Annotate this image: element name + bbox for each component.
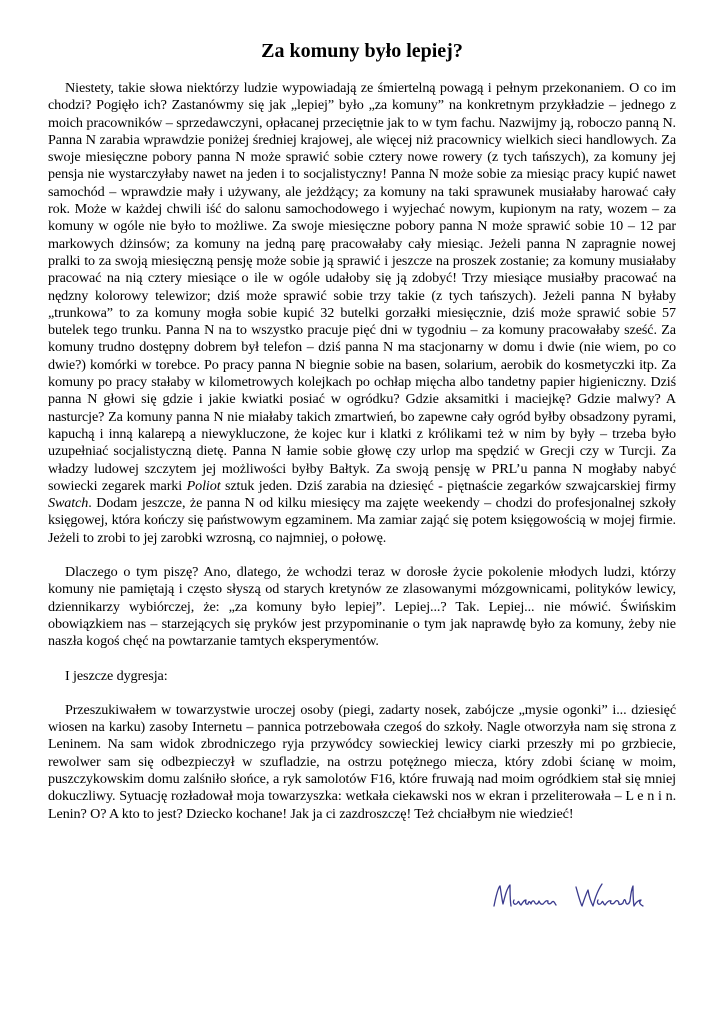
paragraph-3: I jeszcze dygresja: [65,667,168,684]
paragraph-1-part-a: Niestety, takie słowa niektórzy ludzie wypowiadają ze śmiertelną powagą i pełnym przekonaniem. O co im chodzi? Pogięło ich? Zastanówmy się jak „lepiej” było „za komuny” na konkretnym przykładzie – jednego z moich pracowników – sprzedawczyni, opłacanej przeciętnie jak to w tym fachu. Nazwijmy ją, roboczo panną N. Panna N zarabia wprawdzie poniżej średniej krajowej, ale więcej niż pracownicy wielkich sieci handlowych. Za swoje miesięczne pobory panna N może sprawić sobie cztery nowe rowery (z tych tańszych), za komuny jej pensja nie wystarczyłaby nawet na jeden i to socjalistyczny! Panna N może sobie za miesiąc pracy kupić nawet samochód – wprawdzie mały i używany, ale jeżdżący; za komuny na taki sprawunek musiałaby harować cały rok. Może w każdej chwili iść do salonu samochodowego i wyjechać nowym, kupionym na raty, wozem – za komuny w ogóle nie było to możliwe. Za swoje miesięczne pobory panna N może sprawić sobie 10 – 12 par markowych dżinsów; za komuny na jedną parę pracowałaby cały miesiąc. Jeżeli panna N zapragnie nowej pralki to za swoją miesięczną pensję może sobie ją sprawić i jeszcze na proszek zostanie; za komuny musiałaby pracować na nią cztery miesiące o ile w ogóle udałoby się ją zdobyć! Trzy miesiące musiałby pracować na nędzny kolorowy telewizor; dziś może sprawić sobie trzy takie (z tych tańszych). Jeżeli panna N byłaby „trunkowa” to za komuny mogła sobie kupić 32 butelki gorzałki miesięcznie, dziś może sprawić sobie 57 butelek tego trunku. Panna N na to wszystko pracuje pięć dni w tygodniu – za komuny pracowałaby sześć. Za komuny trudno dostępny dobrem był telefon – dziś panna N ma stacjonarny w domu i dwie (nie wiem, po co dwie?) komórki w torebce. Po pracy panna N biegnie sobie na basen, solarium, aerobik do kosmetyczki itp. Za komuny po pracy stałaby w kilometrowych kolejkach po ochłap mięcha albo tandetny papier higieniczny. Dziś panna N głowi się gdzie i jakie kwiatki posiać w ogródku? Gdzie aksamitki i maciejkę? Gdzie malwy? A nasturcje? Za komuny panna N nie miałaby takich zmartwień, bo zapewne cały ogród byłby obsadzony pyrami, kapuchą i inną kalarepą a niewykluczone, że kojec kur i klatki z królikami też w nim by były – trzeba było uzupełniać socjalistyczną dietę. Panna N łamie sobie głowę czy urlop ma spędzić w Grecji czy w Turcji. Za władzy ludowej szczytem jej możliwości byłby Bałtyk. Za swoją pensję w PRL’u panna N mogłaby nabyć sowiecki zegarek marki [48,80,676,494]
paragraph-1-part-b: sztuk jeden. Dziś zarabia na dziesięć - piętnaście zegarków szwajcarskiej firmy [220,477,676,494]
page-title: Za komuny było lepiej? [261,40,463,62]
handwritten-signature [488,878,656,914]
paragraph-spacer [48,651,676,668]
paragraph-1-part-c: . Dodam jeszcze, że panna N od kilku miesięcy ma zajęte weekendy – chodzi do profesjonalnej szkoły księgowej, która kończy się państwowym egzaminem. Ma zamiar zająć się potem księgowością w mojej firmie. Jeżeli to zrobi to jej zarobki wzrosną, co najmniej, o połowę. [48,495,676,546]
swatch-brand: Swatch [48,495,89,512]
paragraph-2: Dlaczego o tym piszę? Ano, dlatego, że wchodzi teraz w dorosłe życie pokolenie młodych ludzi, którzy komuny nie pamiętają i często słyszą od starych kretynów ze zlasowanymi mózgownicami, polityków lewicy, dziennikarzy wybiórczej, że: „za komuny było lepiej”. Lepiej...? Tak. Lepiej... nie mówić. Świńskim obowiązkiem nas – starzejących się pryków jest przypominanie o tym jak naprawdę było za komuny, żeby nie naszła kogoś chęć na powtarzanie tamtych eksperymentów. [48,564,676,650]
paragraph-4: Przeszukiwałem w towarzystwie uroczej osoby (piegi, zadarty nosek, zabójcze „mysie ogonki” i... dziesięć wiosen na karku) zasoby Internetu – pannica potrzebowała czegoś do szkoły. Nagle otworzyła nam się strona z Leninem. Na sam widok zbrodniczego ryja przywódcy sowieckiej lewicy ciarki przeszły mi po grzbiecie, rewolwer sam się odbezpieczył w szufladzie, na ostrzu potężnego miecza, który zdobi ścianę w moim, puszczykowskim domu zalśniło słońce, a ryk samolotów F16, które fruwają nad moim ogródkiem stał się mniej dokuczliwy. Sytuację rozładował moja towarzyszka: wetkała ciekawski nos w ekran i przeliterowała – L e n i n. Lenin? O? A kto to jest? Dziecko kochane! Jak ja ci zazdroszczę! Też chciałbym nie wiedzieć! [48,701,676,822]
paragraph-spacer [48,685,676,702]
paragraph-1 [48,80,676,547]
paragraph-spacer [48,547,676,564]
signature-drawing [488,878,656,914]
poliot-brand: Poliot [186,477,221,494]
